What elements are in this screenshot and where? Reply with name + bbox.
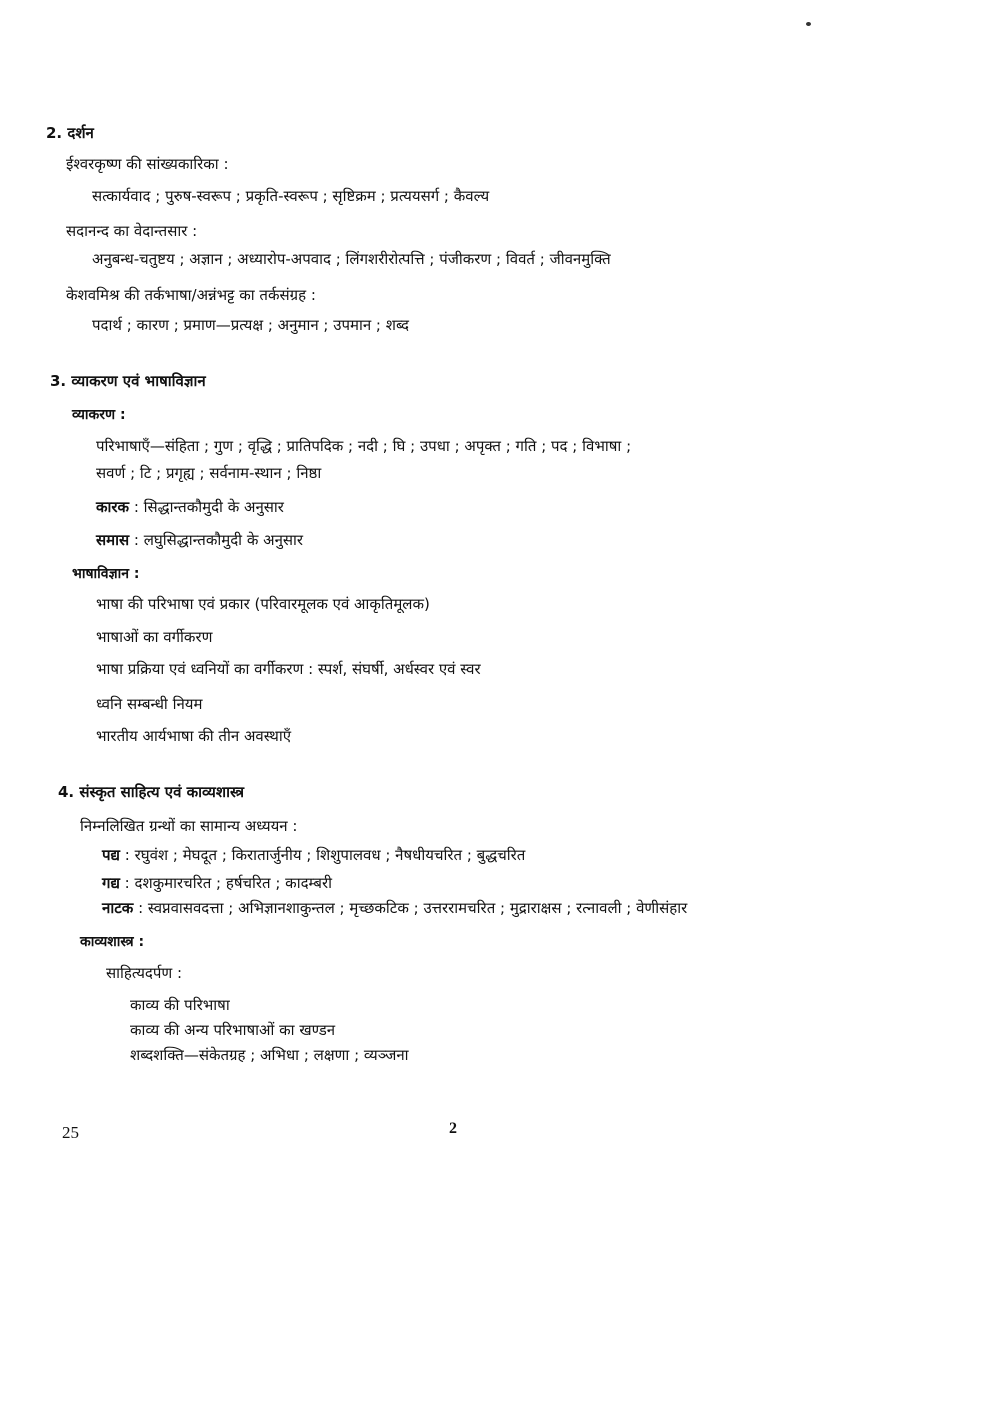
- gadya-label: गद्य: [102, 874, 120, 892]
- gadya-line: [102, 876, 332, 891]
- paribhasha-line-2: सवर्ण ; टि ; प्रगृह्य ; सर्वनाम-स्थान ; निष्ठा: [96, 464, 322, 482]
- paribhasha-line-1: परिभाषाएँ—संहिता ; गुण ; वृद्धि ; प्रातिपदिक ; नदी ; घि ; उपधा ; अपृक्त ; गति ; पद ; विभाषा ;: [96, 437, 632, 455]
- karaka-line: [96, 500, 284, 515]
- vedanta-title: सदानन्द का वेदान्तसार :: [66, 222, 198, 240]
- section-heading-sahitya: 4. संस्कृत साहित्य एवं काव्यशास्त्र: [58, 783, 245, 801]
- bhashavijnana-title: भाषाविज्ञान :: [72, 566, 140, 582]
- page-number: 2: [449, 1120, 457, 1137]
- samkhya-title: ईश्वरकृष्ण की सांख्यकारिका :: [66, 155, 229, 173]
- paper-code: 25: [62, 1123, 79, 1142]
- bhasha-item: भाषाओं का वर्गीकरण: [96, 628, 213, 646]
- section-heading-darshan: 2. दर्शन: [46, 124, 94, 142]
- gadya-text: : दशकुमारचरित ; हर्षचरित ; कादम्बरी: [119, 874, 333, 892]
- samkhya-topics: सत्कार्यवाद ; पुरुष-स्वरूप ; प्रकृति-स्वरूप ; सृष्टिक्रम ; प्रत्ययसर्ग ; कैवल्य: [92, 187, 490, 205]
- karaka-text: : सिद्धान्तकौमुदी के अनुसार: [129, 498, 284, 516]
- sahitya-intro: निम्नलिखित ग्रन्थों का सामान्य अध्ययन :: [80, 817, 298, 835]
- tarka-topics: पदार्थ ; कारण ; प्रमाण—प्रत्यक्ष ; अनुमान ; उपमान ; शब्द: [92, 316, 409, 334]
- karaka-label: कारक: [96, 498, 130, 516]
- padya-line: [102, 848, 525, 863]
- kavyashastra-title: काव्यशास्त्र :: [80, 934, 145, 950]
- bhasha-item: ध्वनि सम्बन्धी नियम: [96, 695, 203, 713]
- bhasha-item: भारतीय आर्यभाषा की तीन अवस्थाएँ: [96, 727, 292, 745]
- sahitya-item: काव्य की परिभाषा: [130, 996, 230, 1014]
- sahitya-item: काव्य की अन्य परिभाषाओं का खण्डन: [130, 1021, 336, 1039]
- padya-label: पद्य: [102, 846, 120, 864]
- bhasha-item: भाषा प्रक्रिया एवं ध्वनियों का वर्गीकरण : स्पर्श, संघर्षी, अर्धस्वर एवं स्वर: [96, 660, 481, 678]
- padya-text: : रघुवंश ; मेघदूत ; किरातार्जुनीय ; शिशुपालवध ; नैषधीयचरित ; बुद्धचरित: [119, 846, 526, 864]
- bhasha-item: भाषा की परिभाषा एवं प्रकार (परिवारमूलक एवं आकृतिमूलक): [96, 595, 430, 613]
- samasa-text: : लघुसिद्धान्तकौमुदी के अनुसार: [129, 531, 304, 549]
- vyakarana-title: व्याकरण :: [72, 407, 126, 423]
- sahitya-item: शब्दशक्ति—संकेतग्रह ; अभिधा ; लक्षणा ; व्यञ्जना: [130, 1046, 409, 1064]
- section-heading-vyakarana: 3. व्याकरण एवं भाषाविज्ञान: [50, 372, 206, 390]
- scan-speck: [806, 22, 811, 26]
- nataka-line: [102, 901, 687, 916]
- nataka-label: नाटक: [102, 899, 134, 917]
- nataka-text: : स्वप्नवासवदत्ता ; अभिज्ञानशाकुन्तल ; मृच्छकटिक ; उत्तररामचरित ; मुद्राराक्षस ; रत्नावली ; वेणीसंहार: [133, 899, 688, 917]
- samasa-line: [96, 533, 303, 548]
- vedanta-topics: अनुबन्ध-चतुष्टय ; अज्ञान ; अध्यारोप-अपवाद ; लिंगशरीरोत्पत्ति ; पंजीकरण ; विवर्त ; जीवनमुक्ति: [92, 250, 611, 268]
- sahityadarpana-title: साहित्यदर्पण :: [106, 964, 183, 982]
- samasa-label: समास: [96, 531, 130, 549]
- tarka-title: केशवमिश्र की तर्कभाषा/अन्नंभट्ट का तर्कसंग्रह :: [66, 286, 316, 304]
